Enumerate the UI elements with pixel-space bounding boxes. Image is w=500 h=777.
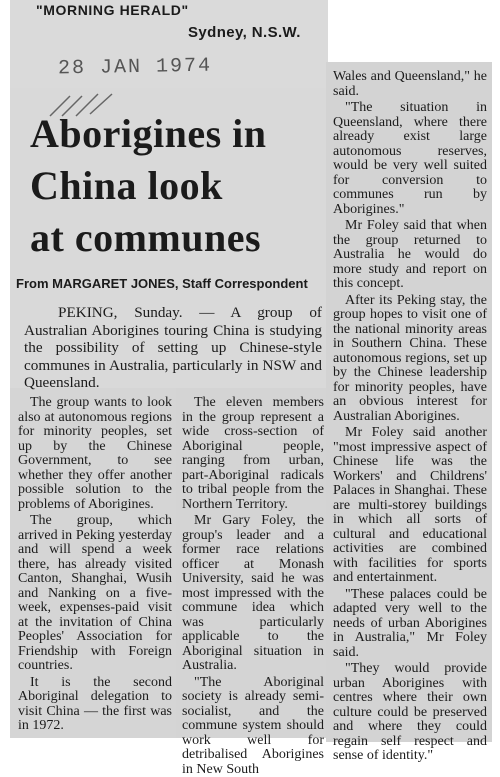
paragraph: Mr Foley said that when the group returned to Australia he would do more study and report on this concept.: [333, 219, 487, 292]
article-column-c: [333, 70, 487, 764]
paragraph: Mr Gary Foley, the group's leader and a former race relations officer at Monash University, said he was most impressed with the commune idea which was particularly applicable to the Aboriginal situation in Australia.: [182, 514, 324, 674]
date-stamp: 28 JAN 1974: [58, 55, 212, 81]
headline: [30, 108, 328, 264]
paragraph: Wales and Queensland," he said.: [333, 70, 487, 99]
paragraph: "The situation in Queensland, where there already exist large autonomous reserves, would be very well suited for conversion to communes run by Aborigines.": [333, 101, 487, 217]
newspaper-city: Sydney, N.S.W.: [188, 24, 301, 41]
headline-line: at communes: [30, 212, 328, 264]
paragraph: It is the second Aboriginal delegation to visit China — the first was in 1972.: [18, 676, 172, 734]
byline: From MARGARET JONES, Staff Correspondent: [16, 276, 332, 291]
headline-line: China look: [30, 160, 328, 212]
headline-line: Aborigines in: [30, 108, 328, 160]
paragraph: "The Aboriginal society is already semi-socialist, and the commune system should work well for detribalised Aborigines in New South: [182, 676, 324, 777]
paragraph: The group, which arrived in Peking yesterday and will spend a week there, has already visited Canton, Shanghai, Wusih and Nanking on a five-week, expenses-paid visit at the invitation of China Peoples' Association for Friendship with Foreign countries.: [18, 514, 172, 674]
lede-text: PEKING, Sunday. — A group of Australian Aborigines touring China is studying the possibility of setting up Chinese-style communes in Australia, particularly in NSW and Queensland.: [24, 304, 322, 392]
lede-paragraph: [24, 304, 322, 392]
paragraph: The eleven members in the group represent a wide cross-section of Aboriginal people, ranging from urban, part-Aboriginal radicals to tribal people from the Northern Territory.: [182, 396, 324, 512]
article-column-a: [18, 396, 172, 734]
paragraph: After its Peking stay, the group hopes to visit one of the national minority areas in Southern China. These autonomous regions, set up by the Chinese leadership for minority peoples, have an obvious interest for Australian Aborigines.: [333, 294, 487, 425]
article-column-b: [182, 396, 324, 777]
paragraph: Mr Foley said another "most impressive aspect of Chinese life was the Workers' and Childrens' Palaces in Shanghai. These are multi-storey buildings in which all sorts of cultural and educational activities are combined with facilities for sports and entertainment.: [333, 426, 487, 586]
paragraph: The group wants to look also at autonomous regions for minority peoples, set up by the Chinese Government, to see whether they offer another possible solution to the problems of Aborigines.: [18, 396, 172, 512]
paragraph: "They would provide urban Aborigines with centres where their own culture could be preserved and where they could regain self respect and sense of identity.": [333, 662, 487, 764]
newspaper-name: "MORNING HERALD": [36, 2, 189, 18]
paragraph: "These palaces could be adapted very well to the needs of urban Aborigines in Australia," Mr Foley said.: [333, 588, 487, 661]
